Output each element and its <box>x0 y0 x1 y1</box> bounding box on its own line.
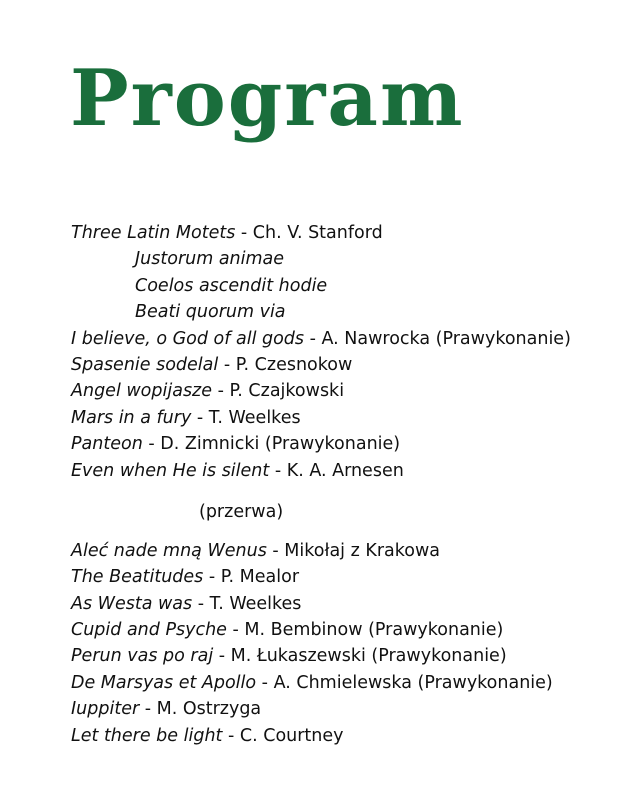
work-title: Aleć nade mną Wenus <box>71 540 267 561</box>
program-item <box>71 564 631 590</box>
program-item <box>71 538 631 564</box>
program-list <box>71 220 631 749</box>
composer: P. Mealor <box>220 567 300 588</box>
composer: P. Czesnokow <box>235 354 353 375</box>
composer: P. Czajkowski <box>229 381 345 402</box>
premiere-note: (Prawykonanie) <box>259 434 401 455</box>
movement-title: Beati quorum via <box>135 302 286 323</box>
separator: - <box>304 328 322 349</box>
work-title: Angel wopijasze <box>71 381 213 402</box>
separator: - <box>212 381 230 402</box>
program-item <box>71 723 631 749</box>
work-title: Cupid and Psyche <box>71 620 227 641</box>
movement-title: Coelos ascendit hodie <box>135 275 328 296</box>
program-item <box>71 326 631 352</box>
program-item <box>71 696 631 722</box>
composer: K. A. Arnesen <box>286 460 404 481</box>
separator: - <box>203 567 221 588</box>
program-item <box>71 431 631 457</box>
separator: - <box>192 593 210 614</box>
composer: A. Chmielewska <box>273 672 412 693</box>
composer: T. Weelkes <box>208 407 301 428</box>
work-title: Even when He is silent <box>71 460 270 481</box>
program-item <box>71 617 631 643</box>
separator: - <box>191 407 209 428</box>
separator: - <box>256 672 274 693</box>
work-title: As Westa was <box>71 593 193 614</box>
composer: M. Ostrzyga <box>156 699 262 720</box>
composer: M. Bembinow <box>244 620 363 641</box>
composer: M. Łukaszewski <box>230 646 366 667</box>
separator: - <box>235 223 253 243</box>
page-title: Program <box>70 53 465 144</box>
composer: D. Zimnicki <box>160 434 260 455</box>
premiere-note: (Prawykonanie) <box>362 620 504 641</box>
work-title: The Beatitudes <box>71 567 204 588</box>
separator: - <box>142 434 161 455</box>
work-title: De Marsyas et Apollo <box>71 672 257 693</box>
composer: Ch. V. Stanford <box>252 223 383 243</box>
composer: T. Weelkes <box>209 593 302 614</box>
program-item <box>71 378 631 404</box>
program-item <box>71 405 631 431</box>
intermission <box>71 484 631 538</box>
work-title: Spasenie sodelal <box>71 354 219 375</box>
work-title: Let there be light <box>71 725 223 746</box>
premiere-note: (Prawykonanie) <box>411 672 553 693</box>
program-item <box>71 643 631 669</box>
work-title: Panteon <box>71 434 143 455</box>
separator: - <box>139 699 157 720</box>
composer: A. Nawrocka <box>321 328 431 349</box>
separator: - <box>218 354 236 375</box>
composer: C. Courtney <box>239 725 344 746</box>
premiere-note: (Prawykonanie) <box>365 646 507 667</box>
separator: - <box>222 725 240 746</box>
program-item <box>71 220 631 246</box>
program-item <box>71 591 631 617</box>
work-title: Mars in a fury <box>71 407 192 428</box>
separator: - <box>226 620 245 641</box>
separator: - <box>269 460 287 481</box>
movement-title: Justorum animae <box>135 249 285 270</box>
intermission-label: (przerwa) <box>199 501 284 522</box>
premiere-note: (Prawykonanie) <box>430 328 571 349</box>
program-item <box>71 458 631 484</box>
work-title: Perun vas po raj <box>71 646 214 667</box>
work-title: I believe, o God of all gods <box>71 328 305 349</box>
work-title: Iuppiter <box>71 699 140 720</box>
composer: Mikołaj z Krakowa <box>284 540 440 561</box>
program-item <box>71 352 631 378</box>
work-title: Three Latin Motets <box>71 223 236 243</box>
program-item <box>71 670 631 696</box>
separator: - <box>266 540 285 561</box>
separator: - <box>213 646 231 667</box>
